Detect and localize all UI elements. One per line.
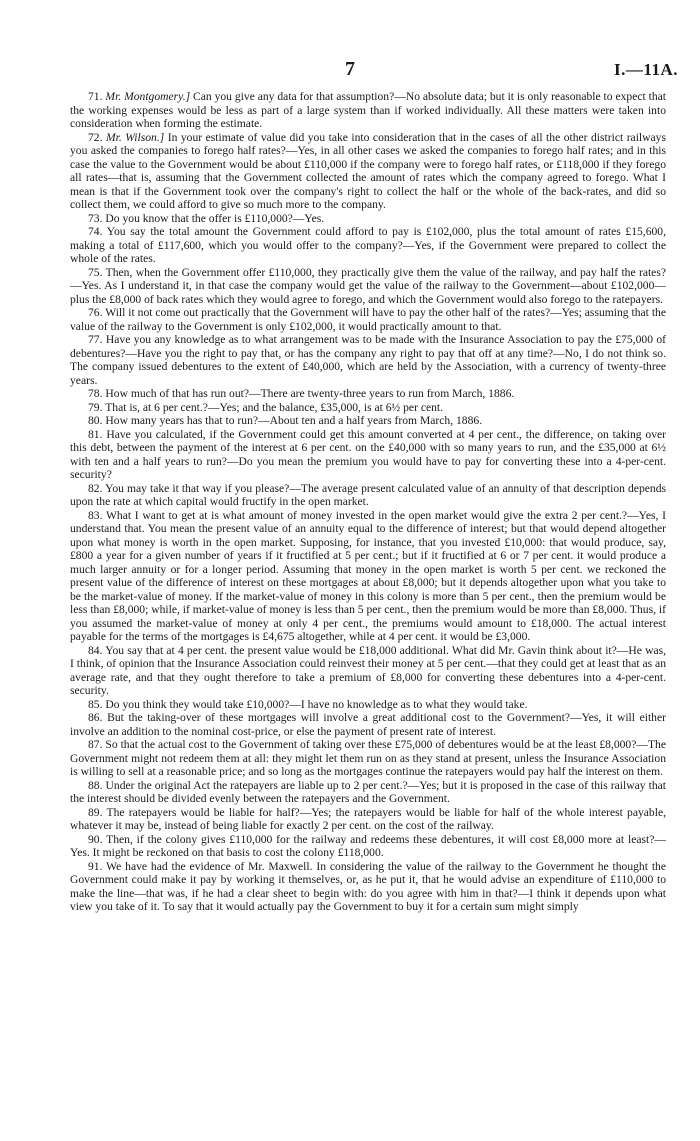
question-number: 75. xyxy=(88,265,103,279)
question-paragraph xyxy=(70,333,666,387)
question-number: 74. xyxy=(88,225,103,238)
question-paragraph xyxy=(70,833,666,860)
question-answer-text: Will it not come out practically that the Government will have to pay the other half of the rates?—Yes; assuming that the value of the railway to the Government is only £102,000, it would practically amount to that. xyxy=(70,306,666,333)
question-number: 81. xyxy=(88,427,103,441)
question-paragraph xyxy=(70,779,666,806)
question-paragraph xyxy=(70,644,666,698)
question-number: 77. xyxy=(88,333,103,346)
question-answer-text: Under the original Act the ratepayers are liable up to 2 per cent.?—Yes; but it is proposed in the case of this railway that the interest should be divided evenly between the ratepayers and the Government. xyxy=(70,778,666,805)
question-answer-text: Have you calculated, if the Government could get this amount converted at 4 per cent., the difference, on taking over this debt, between the payment of the interest at 6 per cent. on the £40,000 with so many years to run, and the £35,000 at 6½ with ten and a half years to run?—Do you mean the premium you would have to pay for converting these into a 4-per-cent. security? xyxy=(70,427,666,481)
question-answer-text: Have you any knowledge as to what arrangement was to be made with the Insurance Association to pay the £75,000 of debentures?—Have you the right to pay that, or has the company any right to pay that off at any time?—No, I do not think so. The company issued debentures to the extent of £40,000, which are held by the Association, with a currency of twenty-three years. xyxy=(70,333,667,387)
question-number: 73. xyxy=(88,211,103,225)
question-number: 91. xyxy=(88,859,103,873)
question-answer-text: You may take it that way if you please?—The average present calculated value of an annuity of that description depends upon the rate at which capital would fructify in the open market. xyxy=(70,481,667,508)
question-paragraph xyxy=(70,806,666,833)
question-answer-text: Can you give any data for that assumption?—No absolute data; but it is only reasonable to expect that the working expenses would be less as part of a large system than if worked individually. All these matters were taken into consideration when forming the estimate. xyxy=(70,90,666,130)
question-number: 76. xyxy=(88,306,103,319)
question-paragraph xyxy=(70,131,666,212)
question-answer-text: Then, when the Government offer £110,000, they practically give them the value of the railway, and pay half the rates?—Yes. As I understand it, in that case the company would get the value of the railway to the Government—about £102,000—plus the £8,000 of back rates which they would agree to forego, and which the Government would also forego to the ratepayers. xyxy=(70,265,666,306)
question-paragraph xyxy=(70,738,666,779)
page-number: 7 xyxy=(345,58,355,80)
question-answer-text: But the taking-over of these mortgages will involve a great additional cost to the Government?—Yes, it will either involve an addition to the nominal cost-price, or else the payment of present rate of interest. xyxy=(70,711,666,738)
evidence-text xyxy=(70,90,666,914)
question-answer-text: The ratepayers would be liable for half?—Yes; the ratepayers would be liable for half of the whole interest payable, whatever it may be, instead of being liable for exactly 2 per cent. on the cost of the railway. xyxy=(70,805,666,832)
question-answer-text: How many years has that to run?—About ten and a half years from March, 1886. xyxy=(105,414,483,427)
question-answer-text: What I want to get at is what amount of money invested in the open market would give the extra 2 per cent.?—Yes, I understand that. You mean the present value of an annuity equal to the difference of interest; but that would depend altogether upon what money is worth in the open market. Supposing, for instance, that you invested £10,000: that would produce, say, £800 a year for a given number of years if it fructified at 5 per cent.; but if it fructified at 6 or 7 per cent. it would produce a much larger annuity or for a longer period. Assuming that money in the open market is worth 5 per cent. we reckoned the present value of the difference of interest on these mortgages at about £8,000; but it depends altogether upon what you take to be the market-value of money. If the market-value of money in this colony is more than 5 per cent., then the premium would be less than £8,000; while, if market-value of money is less than 5 per cent., then the premium would be more than £8,000. Thus, if you assumed the market-value of money at only 4 per cent., the premiums would amount to £18,000. The actual interest payable for the terms of the mortgages is £4,675 altogether, while at 4 per cent. it would be £3,000. xyxy=(70,508,666,643)
speaker-name: Mr. Wilson.] xyxy=(105,130,165,144)
question-answer-text: You say the total amount the Government could afford to pay is £102,000, plus the total amount of rates £15,600, making a total of £117,600, which you would offer to the company?—Yes, if the Government were prepared to collect the whole of the rates. xyxy=(70,225,666,265)
question-number: 86. xyxy=(88,711,103,724)
question-paragraph xyxy=(70,212,666,226)
question-number: 78. xyxy=(88,387,103,400)
question-number: 89. xyxy=(88,805,103,819)
question-number: 79. xyxy=(88,400,103,414)
question-answer-text: In your estimate of value did you take into consideration that in the cases of all the other district railways you asked the companies to forego half rates?—Yes, in all other cases we asked the companies to forego half rates; and in this case the value to the Government would be about £110,000 if the company were to forego half rates, or £118,000 if they forego all rates—that is, assuming that the Government collected the amount of rates which the company agreed to forego. What I mean is that if the Government took over the company's right to collect the half or the whole of the back-rates, and did so collect them, we could afford to give so much more to the company. xyxy=(70,130,666,211)
question-paragraph xyxy=(70,401,666,415)
question-paragraph xyxy=(70,860,666,914)
question-answer-text: How much of that has run out?—There are twenty-three years to run from March, 1886. xyxy=(105,387,515,400)
question-answer-text: That is, at 6 per cent.?—Yes; and the balance, £35,000, is at 6½ per cent. xyxy=(105,400,444,414)
question-paragraph xyxy=(70,414,666,428)
paper-reference: I.—11A. xyxy=(614,60,678,79)
question-number: 82. xyxy=(88,481,103,495)
question-number: 71. xyxy=(88,90,103,103)
question-number: 88. xyxy=(88,778,103,792)
question-answer-text: You say that at 4 per cent. the present value would be £18,000 additional. What did Mr. Gavin think about it?—He was, I think, of opinion that the Insurance Association could reinvest their money at 5 per cent.—that they could get at least that as an average rate, and that they ought therefore to take a premium of £8,000 for converting these debentures into a 4-per-cent. security. xyxy=(70,643,667,697)
question-answer-text: So that the actual cost to the Government of taking over these £75,000 of debentures would be at the least £8,000?—The Government might not redeem them at all: they might let them run on as they stand at present, unless the Insurance Association is willing to sell at a reasonable price; and so long as the mortgages continue the ratepayers would pay half the interest on them. xyxy=(70,738,666,778)
question-paragraph xyxy=(70,387,666,401)
question-paragraph xyxy=(70,482,666,509)
question-paragraph xyxy=(70,306,666,333)
question-number: 83. xyxy=(88,508,103,522)
page-header xyxy=(0,58,700,88)
question-answer-text: Do you know that the offer is £110,000?—Yes. xyxy=(105,211,325,225)
question-paragraph xyxy=(70,225,666,266)
speaker-name: Mr. Montgomery.] xyxy=(105,90,191,103)
question-paragraph xyxy=(70,266,666,307)
question-answer-text: We have had the evidence of Mr. Maxwell. In considering the value of the railway to the Government he thought the Government could make it pay by working it themselves, or, as he put it, that he would advise an expenditure of £110,000 to make the line—that was, if he had a clear sheet to begin with: do you agree with him in that?—I think it depends upon what view you take of it. To say that it would actually pay the Government to buy it for a certain sum might simply xyxy=(70,859,666,913)
question-number: 85. xyxy=(88,697,103,711)
question-number: 72. xyxy=(88,130,103,144)
question-answer-text: Then, if the colony gives £110,000 for the railway and redeems these debentures, it will cost £8,000 more at least?—Yes. It might be reckoned on that basis to cost the colony £118,000. xyxy=(70,832,666,859)
question-paragraph xyxy=(70,90,666,131)
question-number: 87. xyxy=(88,738,103,751)
question-paragraph xyxy=(70,428,666,482)
question-paragraph xyxy=(70,509,666,644)
question-paragraph xyxy=(70,698,666,712)
question-number: 90. xyxy=(88,832,103,846)
question-number: 84. xyxy=(88,643,103,657)
question-paragraph xyxy=(70,711,666,738)
question-number: 80. xyxy=(88,414,103,427)
question-answer-text: Do you think they would take £10,000?—I have no knowledge as to what they would take. xyxy=(105,697,528,711)
